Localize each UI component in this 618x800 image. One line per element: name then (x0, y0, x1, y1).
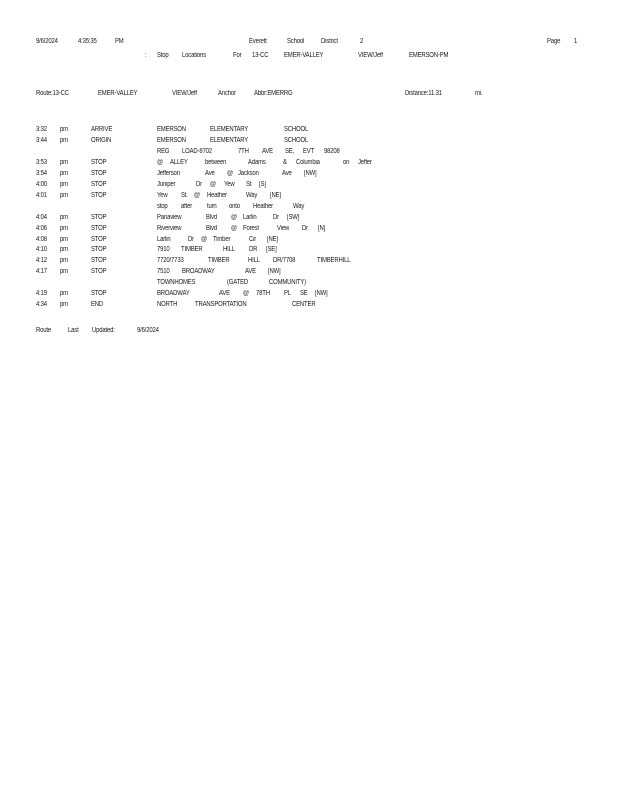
stop-description-word: Cir (249, 235, 257, 243)
stop-description-word: TIMBER (181, 246, 203, 254)
stop-description-word: [NW] (304, 169, 317, 177)
stop-description-word: between (205, 158, 227, 166)
stop-description-word: TIMBER (208, 257, 230, 265)
footer-word-2: Last (68, 327, 79, 334)
stop-description-word: COMMUNITY) (269, 279, 306, 287)
stop-description-word: & (283, 158, 287, 166)
stop-description-word: PL (284, 290, 291, 298)
stop-description-word: Ave (205, 169, 215, 177)
stop-description-word: Columbia (296, 158, 320, 166)
stop-type: STOP (91, 213, 107, 221)
route-view: VIEW/Jeff (172, 90, 197, 97)
org-word-2: School (287, 38, 305, 45)
stop-description-word: onto (229, 202, 240, 210)
stop-type: ARRIVE (91, 126, 113, 133)
stop-type: STOP (91, 158, 107, 166)
stop-description-word: Panaview (157, 213, 182, 221)
subtitle-word-8: EMERSON-PM (409, 52, 449, 59)
stop-description-word: Riverview (157, 224, 182, 232)
stop-description-word: Way (293, 202, 305, 210)
stop-description-word: SCHOOL (284, 136, 309, 144)
stop-description-word: AVE (219, 290, 230, 298)
stop-description-word: Ave (282, 169, 292, 177)
stop-time: 4:10 (36, 246, 47, 254)
stop-description-word: @ (157, 158, 163, 166)
stop-description-word: Adams (248, 158, 266, 166)
stop-description-word: SE (300, 290, 308, 298)
route-anchor: Anchor (218, 90, 236, 97)
stop-description-word: BROADWAY (157, 290, 190, 298)
stop-description-word: St (246, 180, 252, 188)
stop-ampm: pm (60, 235, 68, 243)
stop-description-word: 7910 (157, 246, 170, 254)
route-distance: Distance:11.31 (405, 90, 442, 97)
stop-description-word: ALLEY (170, 158, 188, 166)
stop-ampm: pm (60, 290, 68, 298)
stop-description-word: ELEMENTARY (210, 136, 249, 144)
stop-description-word: Dr (196, 180, 202, 188)
subtitle-word-1: : (145, 52, 147, 59)
stop-ampm: pm (60, 268, 68, 276)
stop-description-word: @ (227, 169, 233, 177)
stop-description-word: Larlin (243, 213, 257, 221)
stop-ampm: pm (60, 224, 68, 232)
stop-description-word: Heather (207, 191, 227, 199)
stop-time: 4:00 (36, 180, 47, 188)
stop-description-word: Jackson (238, 169, 259, 177)
stop-description-word: Timber (213, 235, 231, 243)
stop-type: STOP (91, 191, 107, 199)
stop-time: 3:53 (36, 158, 47, 166)
stop-description-word: TIMBERHILL (317, 257, 351, 265)
stop-description-word: 7720/7733 (157, 257, 184, 265)
stop-description-word: EMERSON (157, 136, 186, 144)
stop-description-word: [N] (318, 224, 326, 232)
stop-description-word: LOAD-8702 (182, 147, 212, 155)
stop-description-word: @ (243, 290, 249, 298)
stop-time: 4:12 (36, 257, 47, 265)
stop-description-word: @ (201, 235, 207, 243)
stop-description-word: @ (231, 213, 237, 221)
stop-description-word: REG (157, 147, 170, 155)
stop-time: 4:17 (36, 268, 47, 276)
stop-description-word: TRANSPORTATION (195, 301, 247, 309)
footer-word-3: Updated: (92, 327, 115, 334)
stop-description-word: ELEMENTARY (210, 126, 249, 133)
stop-description-word: [NE] (267, 235, 278, 243)
stop-description-word: Yew (157, 191, 168, 199)
subtitle-word-5: 13-CC (252, 52, 269, 59)
stop-type: ORIGIN (91, 136, 112, 144)
stop-description-word: on (343, 158, 350, 166)
stop-ampm: pm (60, 257, 68, 265)
stop-time: 4:19 (36, 290, 47, 298)
stop-description-word: Dr (302, 224, 308, 232)
stop-description-word: Larlin (157, 235, 171, 243)
stop-ampm: pm (60, 180, 68, 188)
stop-description-word: SCHOOL (284, 126, 309, 133)
subtitle-word-4: For (233, 52, 242, 59)
stop-time: 4:06 (36, 224, 47, 232)
stop-description-word: Dr (273, 213, 279, 221)
route-distance-unit: mi. (475, 90, 483, 97)
stop-ampm: pm (60, 301, 68, 309)
stop-type: END (91, 301, 104, 309)
stop-description-word: [NW] (268, 268, 281, 276)
footer-word-1: Route (36, 327, 52, 334)
stop-description-word: Jefferson (157, 169, 180, 177)
stop-description-word: HILL (248, 257, 260, 265)
stop-description-word: AVE (262, 147, 273, 155)
stop-description-word: Blvd (206, 224, 217, 232)
stop-ampm: pm (60, 158, 68, 166)
stop-ampm: pm (60, 191, 68, 199)
stop-type: STOP (91, 257, 107, 265)
stop-description-word: [SE] (266, 246, 277, 254)
report-ampm: PM (115, 38, 124, 45)
stop-ampm: pm (60, 169, 68, 177)
stop-description-word: St. (181, 191, 188, 199)
stop-description-word: after (181, 202, 193, 210)
stop-time: 4:08 (36, 235, 47, 243)
stop-description-word: Jeffer (358, 158, 372, 166)
stop-description-word: [SW] (287, 213, 300, 221)
stop-description-word: Yew (224, 180, 235, 188)
page-number: 1 (574, 38, 578, 45)
stop-description-word: SE, (285, 147, 295, 155)
stop-description-word: EVT (303, 147, 315, 155)
route-id: Route:13-CC (36, 90, 69, 97)
stop-time: 3:54 (36, 169, 47, 177)
stop-ampm: pm (60, 136, 68, 144)
stop-description-word: @ (194, 191, 200, 199)
stop-description-word: DR/7708 (273, 257, 296, 265)
subtitle-word-3: Locations (182, 52, 206, 59)
stop-description-word: 7TH (238, 147, 249, 155)
stop-time: 3:44 (36, 136, 47, 144)
stop-description-word: 7510 (157, 268, 170, 276)
stop-type: STOP (91, 235, 107, 243)
stop-description-word: Heather (253, 202, 273, 210)
stop-description-word: CENTER (292, 301, 316, 309)
stop-ampm: pm (60, 126, 68, 133)
stop-description-word: [NE] (270, 191, 281, 199)
stop-type: STOP (91, 224, 107, 232)
page-label: Page (547, 38, 561, 45)
subtitle-word-2: Stop (157, 52, 169, 59)
stop-ampm: pm (60, 246, 68, 254)
stop-time: 4:04 (36, 213, 47, 221)
stop-type: STOP (91, 246, 107, 254)
report-time: 4:35:35 (78, 38, 97, 45)
stop-description-word: HILL (223, 246, 235, 254)
stop-description-word: stop (157, 202, 168, 210)
stop-description-word: EMERSON (157, 126, 186, 133)
stop-description-word: Blvd (206, 213, 217, 221)
org-word-3: District (321, 38, 338, 45)
route-abbr: Abbr:EMERRG (254, 90, 293, 97)
org-word-1: Everett (249, 38, 267, 45)
report-date: 9/6/2024 (36, 38, 58, 45)
stop-type: STOP (91, 268, 107, 276)
stop-description-word: @ (231, 224, 237, 232)
stop-description-word: 78TH (256, 290, 270, 298)
route-name: EMER-VALLEY (98, 90, 138, 97)
stop-type: STOP (91, 169, 107, 177)
stop-description-word: NORTH (157, 301, 178, 309)
stop-description-word: AVE (245, 268, 256, 276)
stop-time: 4:34 (36, 301, 47, 309)
stop-description-word: Juniper (157, 180, 176, 188)
stop-description-word: TOWNHOMES (157, 279, 196, 287)
stop-description-word: 98208 (324, 147, 340, 155)
stop-description-word: Way (246, 191, 258, 199)
footer-date: 9/6/2024 (137, 327, 159, 334)
stop-description-word: DR (249, 246, 258, 254)
subtitle-word-6: EMER-VALLEY (284, 52, 324, 59)
stop-time: 4:01 (36, 191, 47, 199)
stop-description-word: [NW] (315, 290, 328, 298)
stop-description-word: @ (210, 180, 216, 188)
stop-description-word: Dr (188, 235, 194, 243)
stop-type: STOP (91, 180, 107, 188)
stop-description-word: View (277, 224, 290, 232)
stop-description-word: (GATED (227, 279, 249, 287)
subtitle-word-7: VIEW/Jeff (358, 52, 383, 59)
stop-description-word: Forest (243, 224, 259, 232)
stop-description-word: BROADWAY (182, 268, 215, 276)
stop-type: STOP (91, 290, 107, 298)
org-word-4: 2 (360, 38, 364, 45)
stop-time: 3:32 (36, 126, 47, 133)
stop-ampm: pm (60, 213, 68, 221)
stop-description-word: [S] (259, 180, 266, 188)
stop-description-word: turn (207, 202, 217, 210)
